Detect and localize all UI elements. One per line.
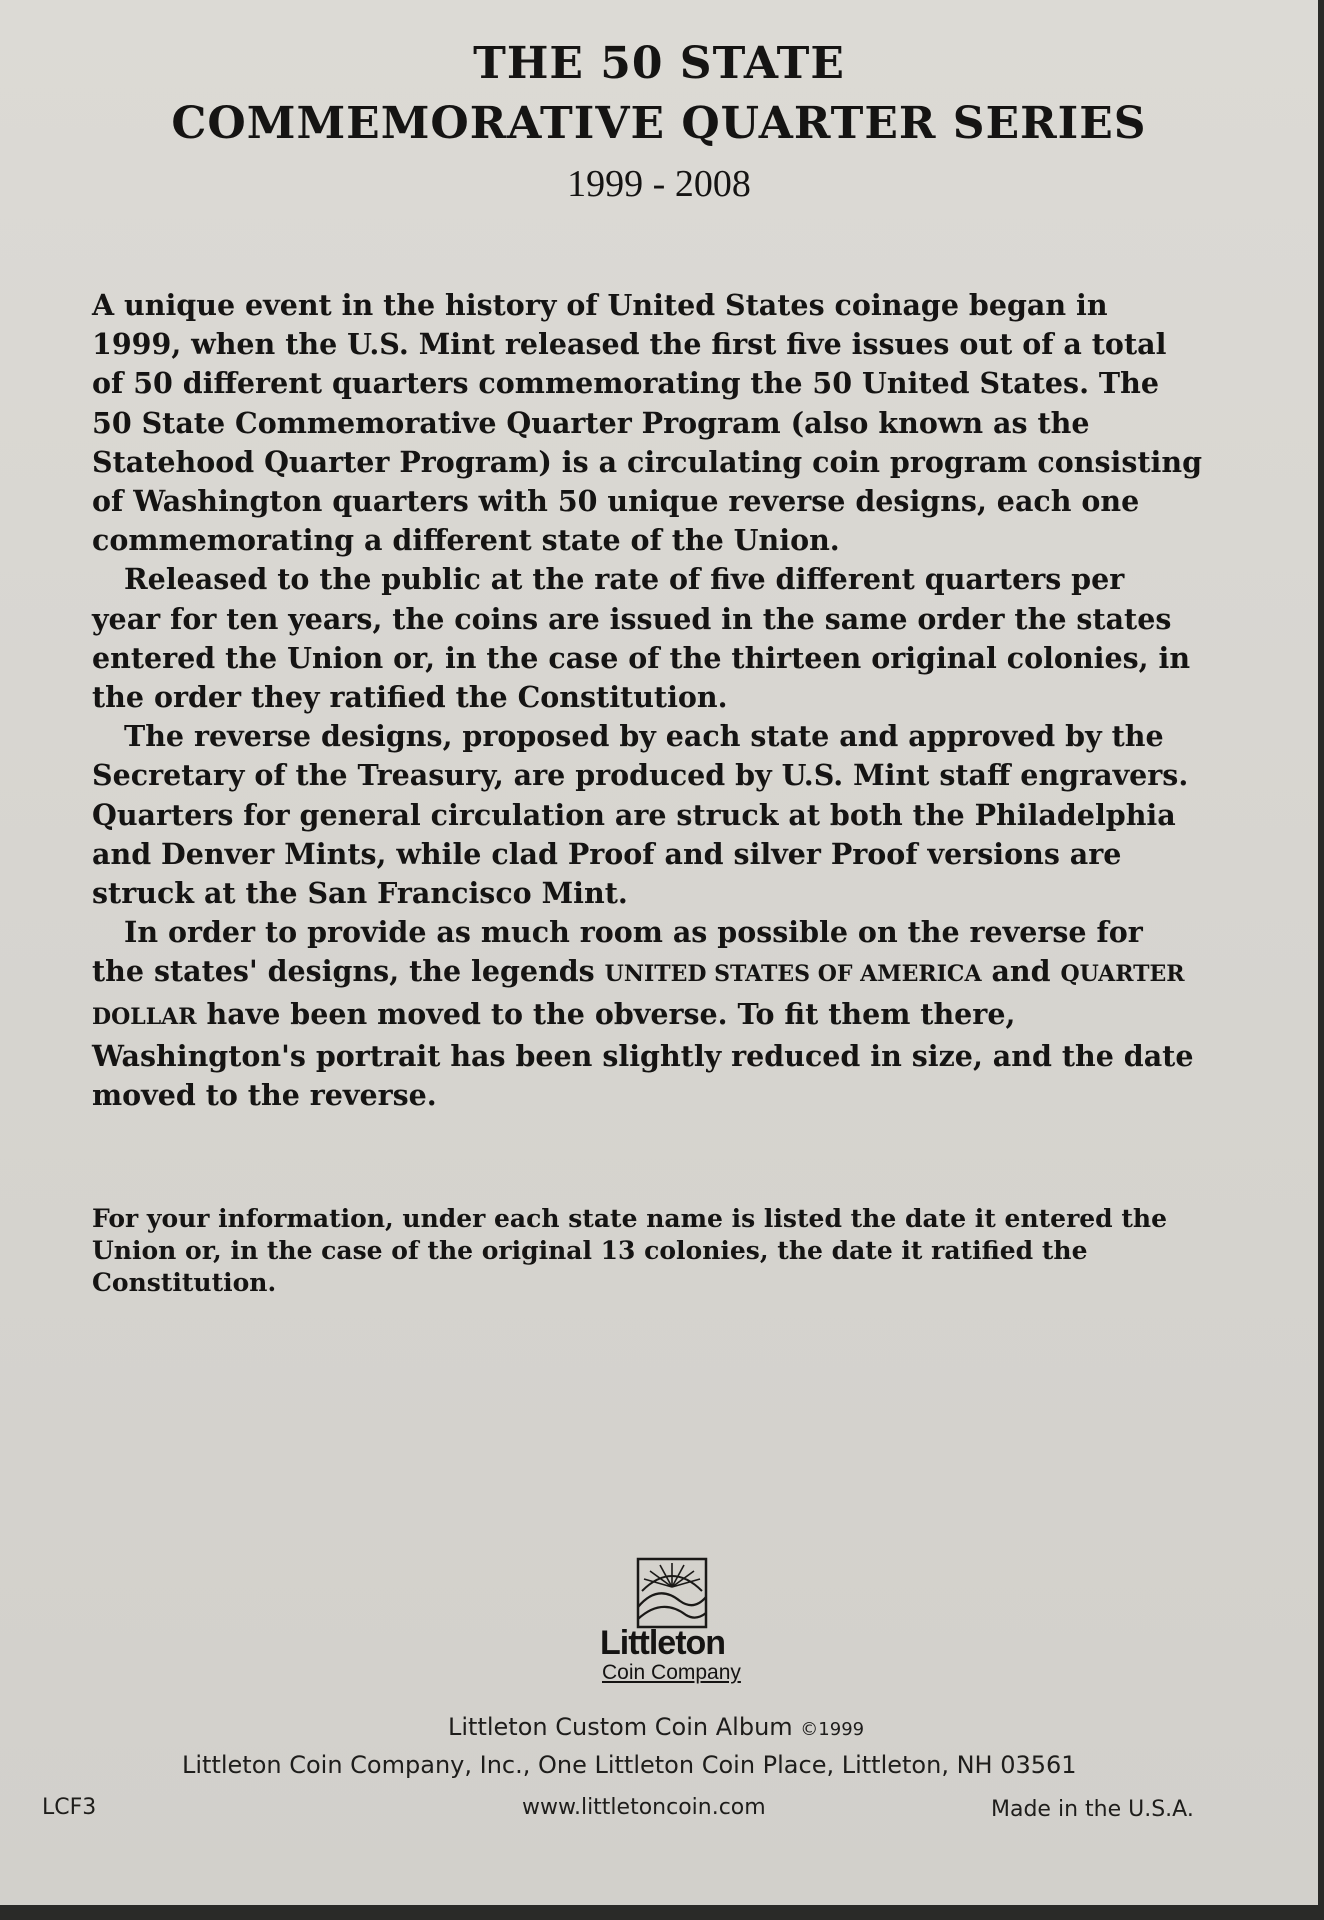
description-text <box>92 286 1202 1115</box>
copyright: ©1999 <box>800 1719 865 1740</box>
brand <box>600 1625 750 1685</box>
paragraph-1: A unique event in the history of United States coinage began in 1999, when the U.S. Mint released the first five issues out of a total of 50 different quarters commemorating the 50 United States. The 50 State Commemorative Quarter Program (also known as the Statehood Quarter Program) is a circulating coin program consisting of Washington quarters with 50 unique reverse designs, each one commemorating a different state of the Union. <box>92 288 1203 558</box>
title-years: 1999 - 2008 <box>567 163 751 205</box>
album-line <box>448 1713 864 1741</box>
brand-name: Littleton <box>600 1624 726 1662</box>
brand-subtitle: Coin Company <box>602 1661 741 1684</box>
paragraph-4-part-c: have been moved to the obverse. To fit them there, Washington's portrait has been slightly reduced in size, and the date moved to the reverse. <box>92 996 1194 1113</box>
website: www.littletoncoin.com <box>522 1795 766 1820</box>
paragraph-3: The reverse designs, proposed by each state and approved by the Secretary of the Treasury, are produced by U.S. Mint staff engravers. Quarters for general circulation are struck at both the Philadelphia and Denver Mints, while clad Proof and silver Proof versions are struck at the San Francisco Mint. <box>92 719 1189 911</box>
paragraph-2: Released to the public at the rate of five different quarters per year for ten years, the coins are issued in the same order the states entered the Union or, in the case of the thirteen original colonies, in the order they ratified the Constitution. <box>92 562 1191 715</box>
sunrise-hills-logo-icon <box>636 1557 708 1629</box>
title-line-2: COMMEMORATIVE QUARTER SERIES <box>171 98 1147 149</box>
company-address: Littleton Coin Company, Inc., One Littleton Coin Place, Littleton, NH 03561 <box>182 1751 1077 1779</box>
title-line-1: THE 50 STATE <box>473 38 845 89</box>
paragraph-4-part-a: In order to provide as much room as possible on the reverse for the states' designs, the legends <box>92 915 1143 989</box>
album-name: Littleton Custom Coin Album <box>448 1713 801 1741</box>
legend-united-states: UNITED STATES OF AMERICA <box>604 961 982 988</box>
made-in: Made in the U.S.A. <box>991 1797 1194 1822</box>
paragraph-4-part-b: and <box>981 954 1061 989</box>
paragraph-4 <box>92 913 1202 1115</box>
legend-quarter-dollar: QUARTER DOLLAR <box>92 961 1185 1030</box>
info-note: For your information, under each state name is listed the date it entered the Union or, in the case of the original 13 colonies, the date it ratified the Constitution. <box>92 1204 1167 1297</box>
product-code: LCF3 <box>42 1795 97 1820</box>
